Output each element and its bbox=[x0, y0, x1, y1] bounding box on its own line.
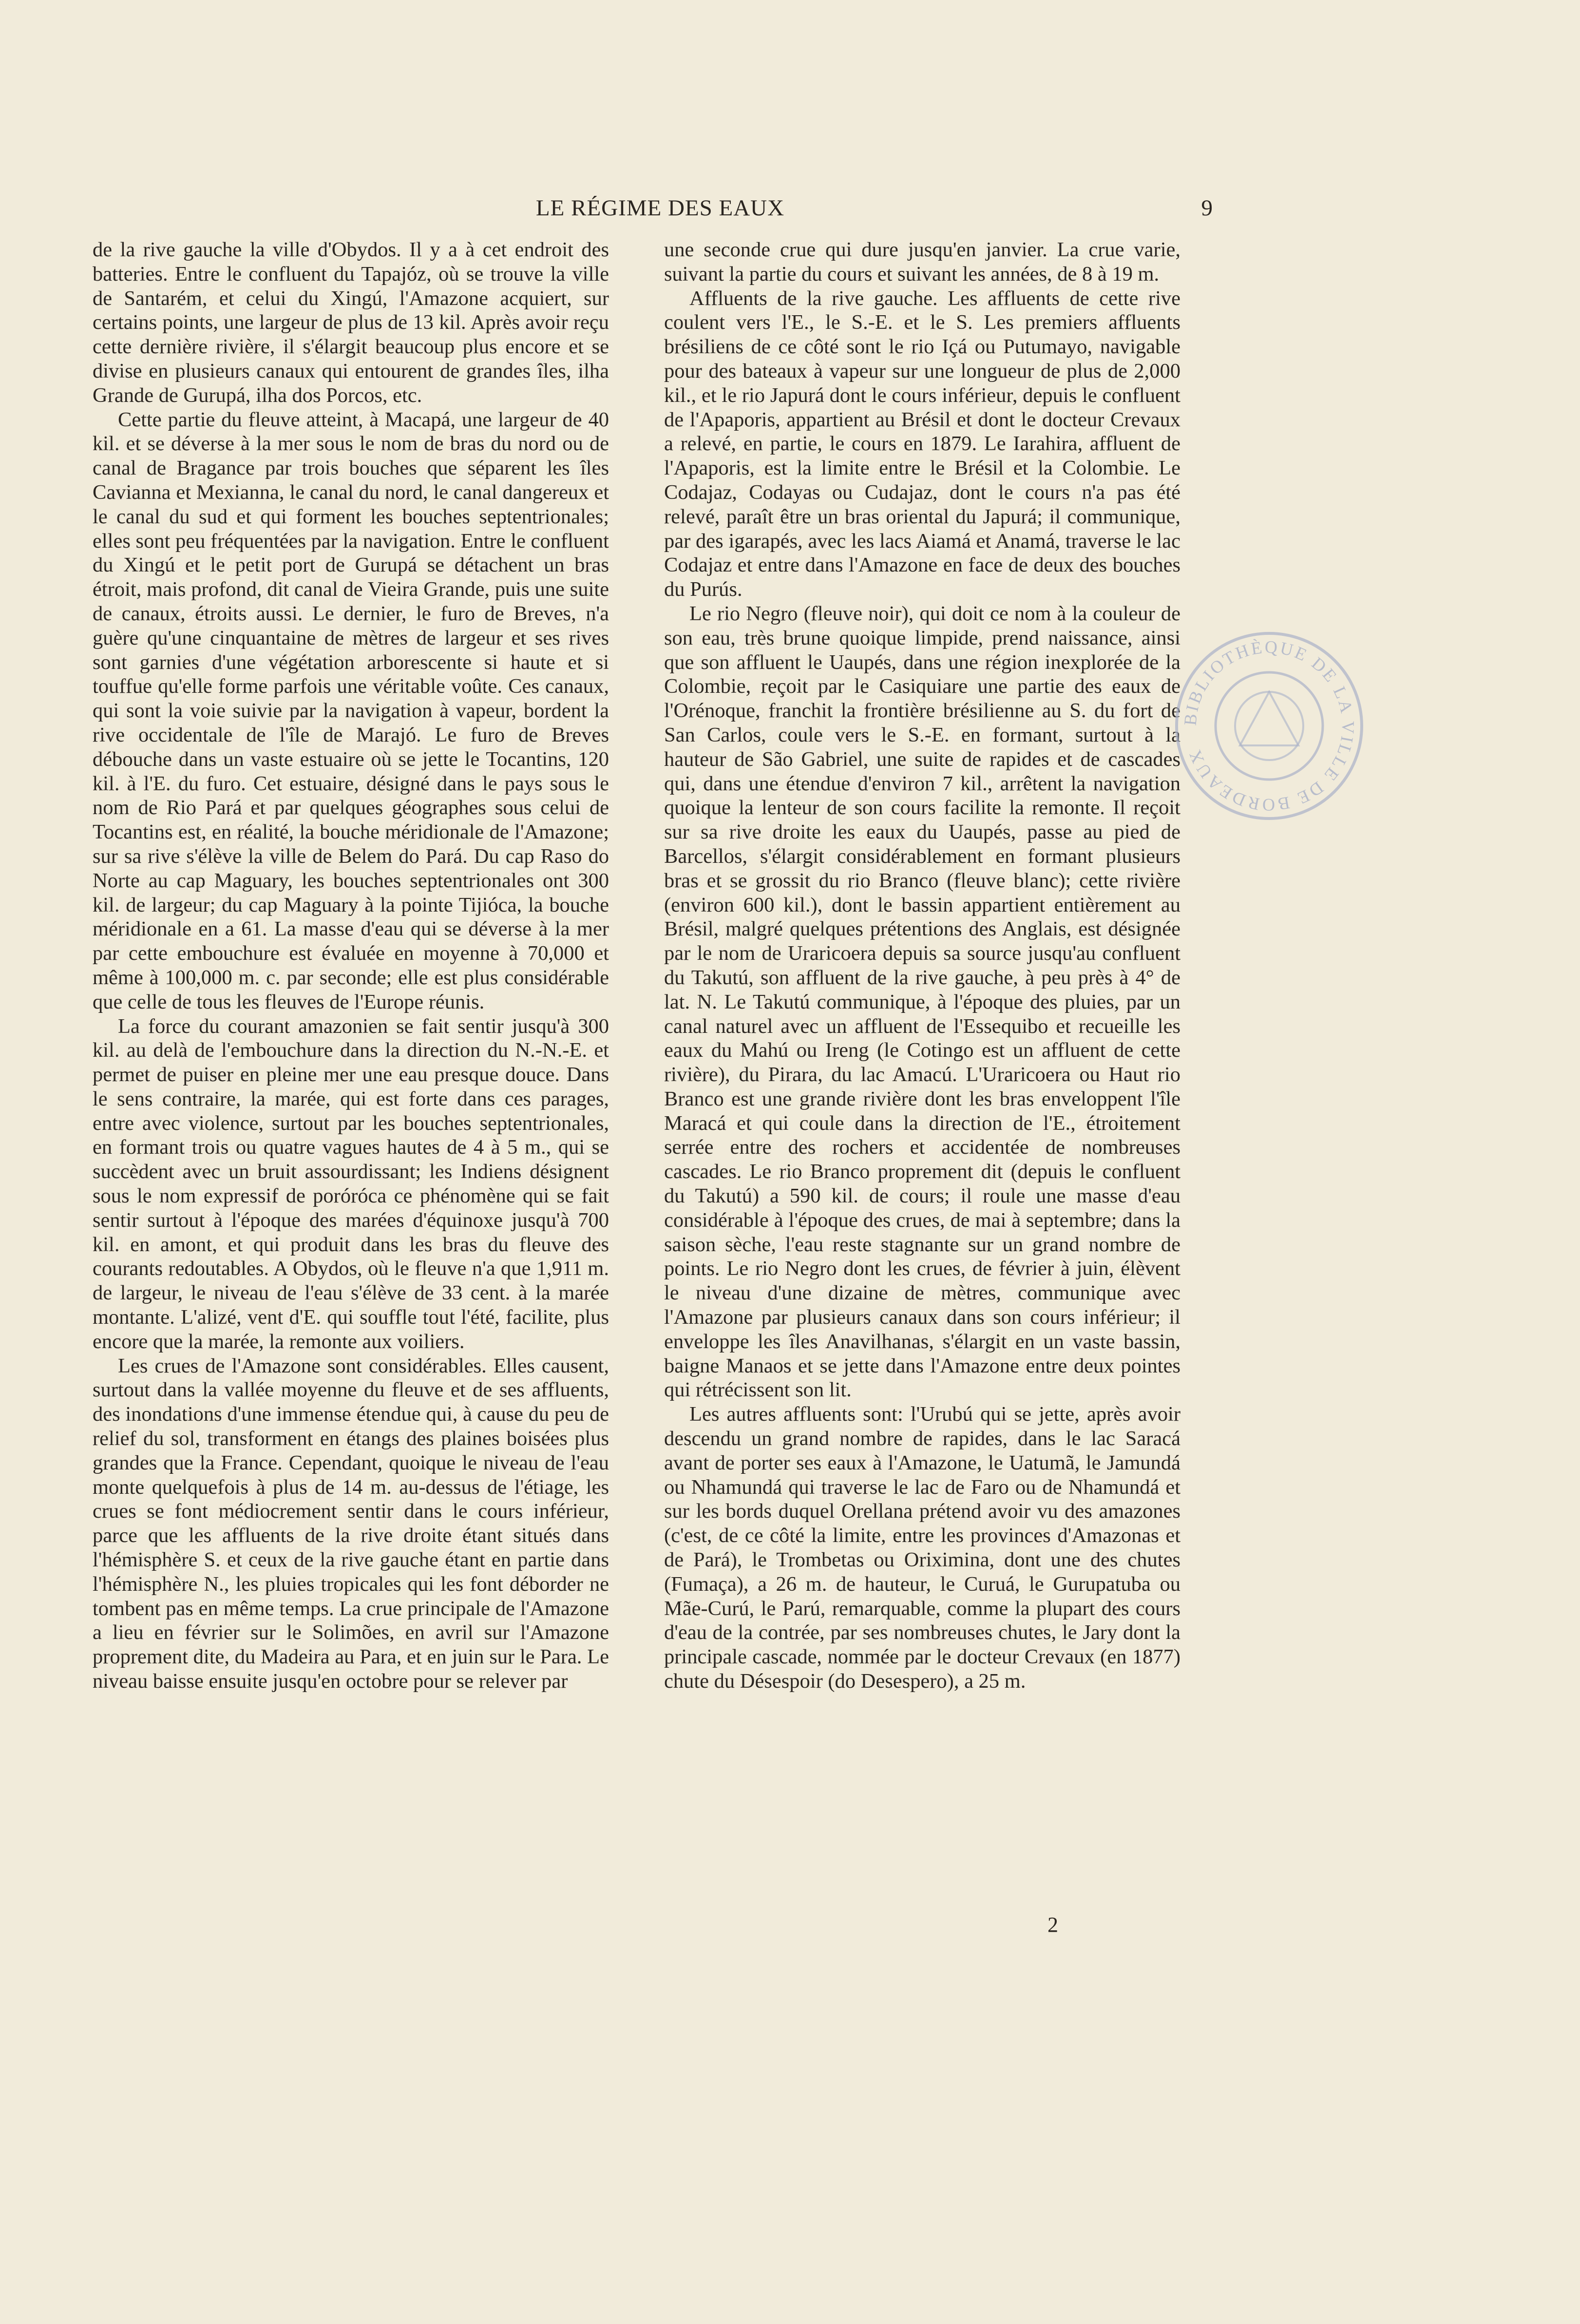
running-title: LE RÉGIME DES EAUX bbox=[535, 195, 785, 221]
stamp-text: BIBLIOTHÈQUE DE LA VILLE DE BORDEAUX bbox=[1180, 637, 1358, 815]
running-header bbox=[93, 195, 1228, 224]
paragraph: de la rive gauche la ville d'Obydos. Il y a à cet endroit des batteries. Entre le confluent du Tapajóz, où se trouve la ville de Santarém, et celui du Xingú, l'Amazone acquiert, sur certains points, une largeur de plus de 13 kil. Après avoir reçu cette dernière rivière, il s'élargit beaucoup plus encore et se divise en plusieurs canaux qui entourent de grandes îles, ilha Grande de Gurupá, ilha dos Porcos, etc. bbox=[93, 238, 609, 407]
page-number: 9 bbox=[1201, 195, 1213, 221]
library-stamp-icon bbox=[1167, 624, 1371, 828]
paragraph: Affluents de la rive gauche. Les affluents de cette rive coulent vers l'E., le S.-E. et le S. Les premiers affluents brésiliens de ce côté sont le rio Içá ou Putumayo, navigable pour des bateaux à vapeur sur une longueur de plus de 2,000 kil., et le rio Japurá dont le cours inférieur, depuis le confluent de l'Apaporis, appartient au Brésil et dont le docteur Crevaux a relevé, en partie, le cours en 1879. Le Iarahira, affluent de l'Apaporis, est la limite entre le Brésil et la Colombie. Le Codajaz, Codayas ou Cudajaz, dont le cours n'a pas été relevé, paraît être un bras oriental du Japurá; il communique, par des igarapés, avec les lacs Aiamá et Anamá, traverse le lac Codajaz et entre dans l'Amazone en face de deux des bouches du Purús. bbox=[664, 286, 1180, 601]
left-column bbox=[93, 238, 609, 1694]
paragraph: Les crues de l'Amazone sont considérables. Elles causent, surtout dans la vallée moyenne du fleuve et de ses affluents, des inondations d'une immense étendue qui, à cause du peu de relief du sol, transforment en étangs des plaines boisées plus grandes que la France. Cependant, quoique le niveau de l'eau monte quelquefois à plus de 14 m. au-dessus de l'étiage, les crues se font médiocrement sentir dans le cours inférieur, parce que les affluents de la rive droite étant situés dans l'hémisphère S. et ceux de la rive gauche étant en partie dans l'hémisphère N., les pluies tropicales qui les font déborder ne tombent pas en même temps. La crue principale de l'Amazone a lieu en février sur le Solimões, en avril sur l'Amazone proprement dite, du Madeira au Para, et en juin sur le Para. Le niveau baisse ensuite jusqu'en octobre pour se relever par bbox=[93, 1354, 609, 1693]
paragraph: une seconde crue qui dure jusqu'en janvier. La crue varie, suivant la partie du cours et suivant les années, de 8 à 19 m. bbox=[664, 238, 1180, 286]
paragraph: Le rio Negro (fleuve noir), qui doit ce nom à la couleur de son eau, très brune quoique limpide, prend naissance, ainsi que son affluent le Uaupés, dans une région inexplorée de la Colombie, reçoit par le Casiquiare une partie des eaux de l'Orénoque, franchit la frontière brésilienne au S. du fort de San Carlos, coule vers le S.-E. en formant, surtout à la hauteur de São Gabriel, une suite de rapides et de cascades qui, dans une étendue d'environ 7 kil., arrêtent la navigation quoique la lenteur de son cours facilite la remonte. Il reçoit sur sa rive droite les eaux du Uaupés, passe au pied de Barcellos, s'élargit considérablement en formant plusieurs bras et se grossit du rio Branco (fleuve blanc); cette rivière (environ 600 kil.), dont le bassin appartient entièrement au Brésil, malgré quelques prétentions des Anglais, est désignée par le nom de Uraricoera depuis sa source jusqu'au confluent du Takutú, son affluent de la rive gauche, à peu près à 4° de lat. N. Le Takutú communique, à l'époque des pluies, par un canal naturel avec un affluent de l'Essequibo et recueille les eaux du Mahú ou Ireng (le Cotingo est un affluent de cette rivière), du Pirara, du lac Amacú. L'Uraricoera ou Haut rio Branco est une grande rivière dont les bras enveloppent l'île Maracá et qui coule dans la direction de l'E., étroitement serrée entre des rochers et accidentée de nombreuses cascades. Le rio Branco proprement dit (depuis le confluent du Takutú) a 590 kil. de cours; il roule une masse d'eau considérable à l'époque des crues, de mai à septembre; dans la saison sèche, l'eau reste stagnante sur un grand nombre de points. Le rio Negro dont les crues, de février à juin, élèvent le niveau d'une dizaine de mètres, communique avec l'Amazone par plusieurs canaux dans son cours inférieur; il enveloppe les îles Anavilhanas, s'élargit en un vaste bassin, baigne Manaos et se jette dans l'Amazone entre deux pointes qui rétrécissent son lit. bbox=[664, 602, 1180, 1402]
paragraph: La force du courant amazonien se fait sentir jusqu'à 300 kil. au delà de l'embouchure dans la direction du N.-N.-E. et permet de puiser en pleine mer une eau presque douce. Dans le sens contraire, la marée, qui est forte dans ces parages, entre avec violence, surtout par les bouches septentrionales, en formant trois ou quatre vagues hautes de 4 à 5 m., qui se succèdent avec un bruit assourdissant; les Indiens désignent sous le nom expressif de poróróca ce phénomène qui se fait sentir surtout à l'époque des marées d'équinoxe jusqu'à 700 kil. en amont, et qui produit dans les bras du fleuve des courants redoutables. A Obydos, où le fleuve n'a que 1,911 m. de largeur, le niveau de l'eau s'élève de 33 cent. à la marée montante. L'alizé, vent d'E. qui souffle tout l'été, facilite, plus encore que la marée, la remonte aux voiliers. bbox=[93, 1014, 609, 1353]
svg-text:BIBLIOTHÈQUE DE LA VILLE DE BO bbox=[1180, 637, 1358, 815]
paragraph: Les autres affluents sont: l'Urubú qui se jette, après avoir descendu un grand nombre de rapides, dans le lac Saracá avant de porter ses eaux à l'Amazone, le Uatumã, le Jamundá ou Nhamundá qui traverse le lac de Faro ou de Nhamundá et sur les bords duquel Orellana prétend avoir vu des amazones (c'est, de ce côté la limite, entre les provinces d'Amazonas et de Pará), le Trombetas ou Oriximina, dont une des chutes (Fumaça), a 26 m. de hauteur, le Curuá, le Gurupatuba ou Mãe-Curú, le Parú, remarquable, comme la plupart des cours d'eau de la contrée, par ses nombreuses chutes, le Jary dont la principale cascade, nommée par le docteur Crevaux (en 1877) chute du Désespoir (do Desespero), a 25 m. bbox=[664, 1403, 1180, 1693]
paragraph: Cette partie du fleuve atteint, à Macapá, une largeur de 40 kil. et se déverse à la mer sous le nom de bras du nord ou de canal de Bragance par trois bouches que séparent les îles Cavianna et Mexianna, le canal du nord, le canal dangereux et le canal du sud et qui forment les bouches septentrionales; elles sont peu fréquentées par la navigation. Entre le confluent du Xingú et le petit port de Gurupá se détachent un bras étroit, mais profond, dit canal de Vieira Grande, puis une suite de canaux, étroits aussi. Le dernier, le furo de Breves, n'a guère qu'une cinquantaine de mètres de largeur et ses rives sont garnies d'une végétation arborescente si haute et si touffue qu'elle forme parfois une véritable voûte. Ces canaux, qui sont la voie suivie par la navigation à vapeur, bordent la rive occidentale de l'île de Marajó. Le furo de Breves débouche dans un vaste estuaire où se jette le Tocantins, 120 kil. à l'E. du furo. Cet estuaire, désigné dans le pays sous le nom de Rio Pará et par quelques géographes sous celui de Tocantins est, en réalité, la bouche méridionale de l'Amazone; sur sa rive s'élève la ville de Belem do Pará. Du cap Raso do Norte au cap Maguary, les bouches septentrionales ont 300 kil. de largeur; du cap Maguary à la pointe Tijióca, la bouche méridionale en a 61. La masse d'eau qui se déverse à la mer par cette embouchure est évaluée en moyenne à 70,000 et même à 100,000 m. c. par seconde; elle est plus considérable que celle de tous les fleuves de l'Europe réunis. bbox=[93, 408, 609, 1013]
signature-mark: 2 bbox=[1047, 1913, 1058, 1937]
right-column bbox=[664, 238, 1180, 1694]
